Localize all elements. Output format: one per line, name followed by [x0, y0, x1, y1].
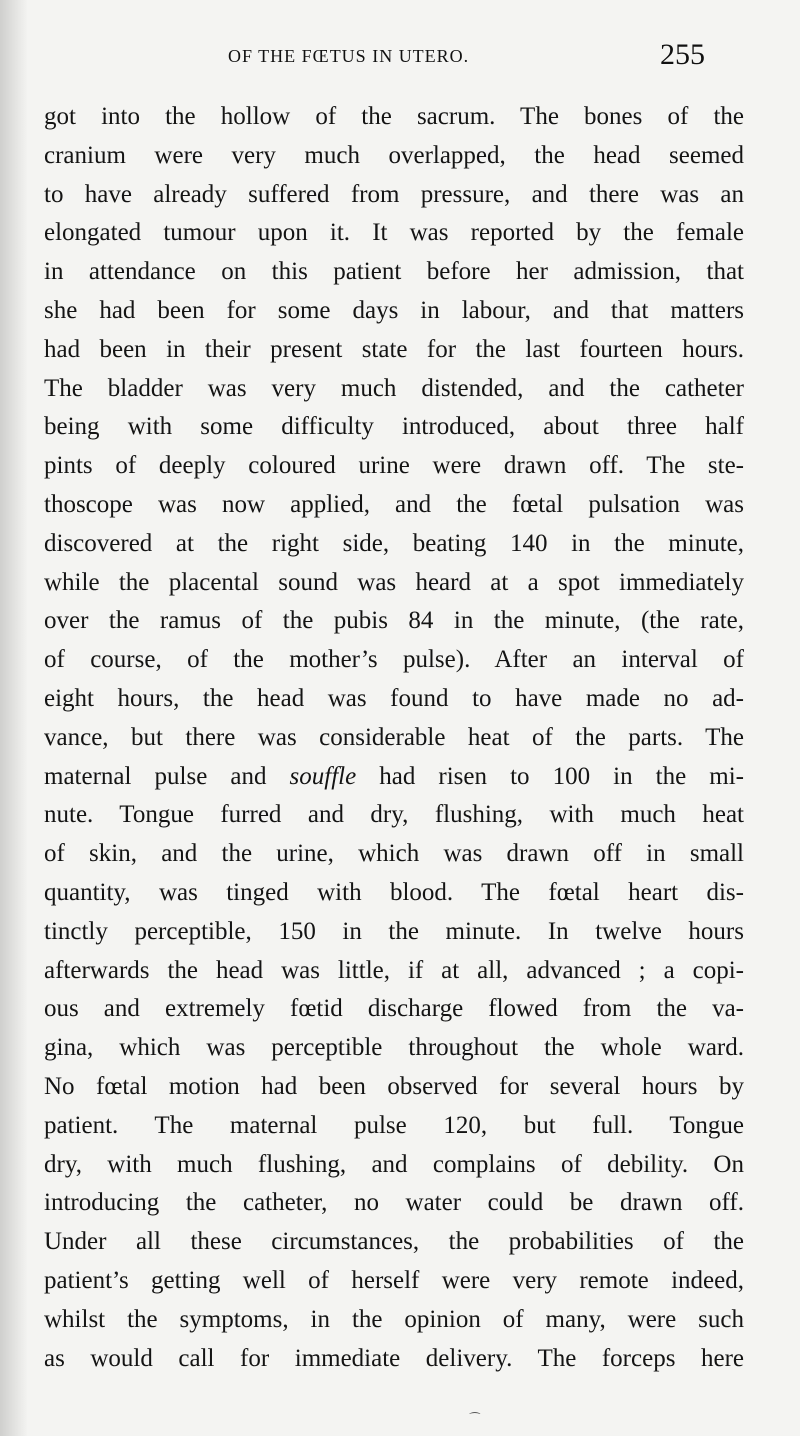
- page-edge-shadow: [0, 0, 28, 1436]
- text-line: Under all these circumstances, the probabilities of the: [44, 1228, 744, 1256]
- text-line: of course, of the mother’s pulse). After an interval of: [44, 646, 744, 674]
- body-text: [44, 98, 744, 1378]
- text-line: introducing the catheter, no water could be drawn off.: [44, 1189, 744, 1217]
- text-line: patient’s getting well of herself were very remote indeed,: [44, 1266, 744, 1294]
- text-line: being with some difficulty introduced, about three half: [44, 413, 744, 441]
- running-head-title: OF THE FŒTUS IN UTERO.: [228, 46, 470, 66]
- text-segment: had risen to 100 in the mi-: [356, 762, 744, 790]
- text-line: patient. The maternal pulse 120, but full. Tongue: [44, 1111, 744, 1139]
- text-line: in attendance on this patient before her admission, that: [44, 258, 744, 286]
- text-line: nute. Tongue furred and dry, flushing, with much heat: [44, 801, 744, 829]
- text-line: [44, 758, 744, 797]
- text-line: quantity, was tinged with blood. The fœtal heart dis-: [44, 878, 744, 906]
- text-line: gina, which was perceptible throughout the whole ward.: [44, 1034, 744, 1062]
- text-line: No fœtal motion had been observed for several hours by: [44, 1072, 744, 1100]
- text-line: vance, but there was considerable heat of the parts. The: [44, 723, 744, 751]
- text-line: pints of deeply coloured urine were drawn off. The ste-: [44, 452, 744, 480]
- print-mark: ⁀: [470, 1412, 480, 1426]
- text-line: cranium were very much overlapped, the head seemed: [44, 141, 744, 169]
- text-line: elongated tumour upon it. It was reported by the female: [44, 219, 744, 247]
- text-line: dry, with much flushing, and complains of debility. On: [44, 1150, 744, 1178]
- text-line: afterwards the head was little, if at all, advanced ; a copi-: [44, 956, 744, 984]
- text-line: as would call for immediate delivery. The forceps here: [44, 1344, 744, 1372]
- text-segment: maternal pulse and: [44, 762, 290, 790]
- text-line: to have already suffered from pressure, and there was an: [44, 180, 744, 208]
- text-line: of skin, and the urine, which was drawn off in small: [44, 840, 744, 868]
- text-line: had been in their present state for the last fourteen hours.: [44, 335, 744, 363]
- text-line: whilst the symptoms, in the opinion of many, were such: [44, 1305, 744, 1333]
- text-line: over the ramus of the pubis 84 in the minute, (the rate,: [44, 607, 744, 635]
- text-line: she had been for some days in labour, and that matters: [44, 296, 744, 324]
- running-head: [0, 40, 800, 80]
- text-line: tinctly perceptible, 150 in the minute. In twelve hours: [44, 917, 744, 945]
- page-number: 255: [660, 38, 705, 71]
- text-line: The bladder was very much distended, and the catheter: [44, 374, 744, 402]
- text-line: got into the hollow of the sacrum. The bones of the: [44, 103, 744, 130]
- text-line: ous and extremely fœtid discharge flowed from the va-: [44, 995, 744, 1023]
- text-line: eight hours, the head was found to have made no ad-: [44, 684, 744, 712]
- text-line: while the placental sound was heard at a spot immediately: [44, 568, 744, 596]
- text-line: discovered at the right side, beating 140 in the minute,: [44, 529, 744, 557]
- text-line: thoscope was now applied, and the fœtal pulsation was: [44, 490, 744, 518]
- italic-term: souffle: [289, 762, 357, 790]
